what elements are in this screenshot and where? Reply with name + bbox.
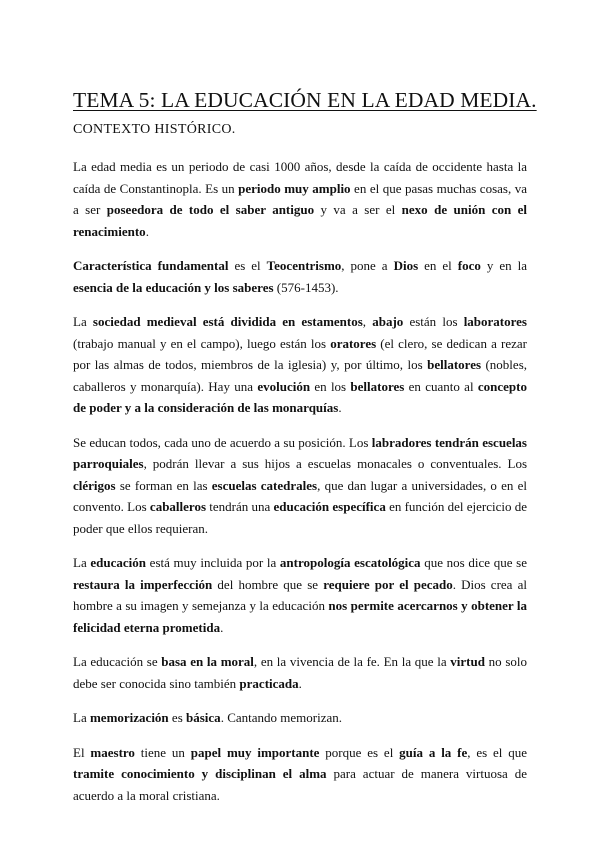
- body-text: , que dan lugar a universidades, o en el convento. Los: [73, 477, 527, 514]
- bold-text: básica: [186, 710, 221, 725]
- body-text: se forman en las: [115, 477, 212, 493]
- body-text: ,: [362, 314, 373, 329]
- body-text: , pone a: [341, 258, 394, 273]
- body-text: .: [298, 675, 302, 691]
- bold-text: virtud: [450, 654, 485, 669]
- body-text: El: [73, 744, 91, 760]
- bold-text: oratores: [330, 335, 377, 351]
- bold-text: basa en la moral: [161, 654, 254, 669]
- bold-text: esencia de la educación y los saberes: [73, 279, 274, 295]
- bold-text: evolución: [257, 378, 311, 394]
- body-text: están los: [403, 314, 464, 329]
- bold-text: clérigos: [73, 477, 116, 493]
- body-text: está muy incluida por la: [146, 555, 280, 570]
- bold-text: bellatores: [350, 378, 405, 394]
- body-text: La: [73, 710, 90, 725]
- body-text: La: [73, 314, 93, 329]
- body-text: Se educan todos, cada uno de acuerdo a su posición. Los: [73, 434, 372, 450]
- body-text: , es el que: [467, 744, 528, 760]
- body-text: .: [338, 400, 342, 415]
- body-text: que nos dice que se: [420, 555, 527, 570]
- body-text: La edad media es un periodo de casi 1000 años, desde la caída de occidente hasta la caída de Constantinopla. Es un: [73, 159, 527, 196]
- bold-text: antropología escatológica: [279, 555, 421, 570]
- bold-text: bellatores: [427, 357, 482, 372]
- body-text: y en la: [480, 258, 528, 273]
- document-title: TEMA 5: LA EDUCACIÓN EN LA EDAD MEDIA.: [73, 88, 537, 112]
- bold-text: periodo muy amplio: [238, 180, 351, 196]
- body-text: (nobles, caballeros y monarquía). Hay una: [73, 357, 527, 394]
- body-text: (576-1453).: [273, 279, 339, 295]
- bold-text: sociedad medieval está dividida en estamentos: [92, 314, 363, 329]
- body-text: . Cantando memorizan.: [220, 710, 342, 725]
- body-text: . Dios crea al hombre a su imagen y semejanza y la educación: [73, 576, 527, 613]
- bold-text: educación específica: [273, 499, 386, 514]
- body-text: es: [168, 710, 187, 725]
- body-text: porque es el: [319, 744, 400, 760]
- bold-text: poseedora de todo el saber antiguo: [106, 202, 315, 217]
- section-heading: CONTEXTO HISTÓRICO.: [73, 122, 236, 137]
- body-text: en cuanto al: [404, 378, 478, 394]
- body-text: en función del ejercicio de poder que ellos requieran.: [73, 499, 527, 536]
- body-text: .: [145, 223, 149, 239]
- bold-text: caballeros: [149, 499, 207, 514]
- body-text: (trabajo manual y en el campo), luego están los: [73, 335, 331, 351]
- body-text: .: [220, 619, 224, 635]
- body-text: (el clero, se dedican a rezar por las almas de todos, miembros de la iglesia) y, por último, los: [73, 335, 527, 372]
- body-text: en el que pasas muchas cosas, va a ser: [73, 180, 527, 217]
- bold-text: Dios: [393, 258, 419, 273]
- bold-text: maestro: [90, 744, 135, 760]
- bold-text: laboratores: [463, 314, 527, 329]
- paragraph-4: [73, 432, 527, 540]
- body-text: , en la vivencia de la fe. En la que la: [253, 654, 451, 669]
- bold-text: foco: [457, 258, 481, 273]
- paragraph-7: [73, 707, 527, 729]
- bold-text: requiere por el pecado: [323, 576, 453, 592]
- paragraph-2: [73, 255, 527, 298]
- body-text: en el: [418, 258, 458, 273]
- body-text: tiene un: [134, 744, 191, 760]
- body-text: La educación se: [73, 654, 162, 669]
- bold-text: restaura la imperfección: [73, 576, 213, 592]
- paragraph-1: [73, 156, 527, 242]
- body-text: del hombre que se: [212, 576, 324, 592]
- bold-text: labradores tendrán escuelas parroquiales: [73, 434, 527, 471]
- document-body: [73, 156, 527, 806]
- body-text: no solo debe ser conocida sino también: [73, 654, 527, 691]
- body-text: , podrán llevar a sus hijos a escuelas monacales o conventuales. Los: [143, 456, 527, 471]
- bold-text: papel muy importante: [190, 744, 320, 760]
- bold-text: nexo de unión con el renacimiento: [73, 202, 528, 239]
- body-text: para actuar de manera virtuosa de acuerdo a la moral cristiana.: [73, 766, 528, 803]
- paragraph-5: [73, 552, 527, 638]
- body-text: y va a ser el: [314, 202, 402, 217]
- bold-text: guía a la fe: [399, 744, 468, 760]
- body-text: en los: [310, 378, 351, 394]
- document-page: [73, 88, 537, 819]
- bold-text: practicada: [239, 675, 299, 691]
- paragraph-3: [73, 311, 527, 419]
- body-text: La: [73, 555, 91, 570]
- body-text: tendrán una: [206, 499, 274, 514]
- bold-text: tramite conocimiento y disciplinan el alma: [73, 766, 327, 781]
- paragraph-6: [73, 651, 527, 694]
- bold-text: escuelas catedrales: [211, 477, 318, 493]
- bold-text: educación: [90, 555, 147, 570]
- body-text: es el: [228, 258, 267, 273]
- bold-text: memorización: [89, 710, 169, 725]
- bold-text: nos permite acercarnos y obtener la felicidad eterna prometida: [73, 598, 527, 635]
- bold-text: concepto de poder y a la consideración de las monarquías: [73, 378, 527, 415]
- bold-text: Teocentrismo: [266, 258, 342, 273]
- bold-text: Característica fundamental: [73, 258, 229, 273]
- bold-text: abajo: [372, 314, 404, 329]
- paragraph-8: [73, 742, 527, 807]
